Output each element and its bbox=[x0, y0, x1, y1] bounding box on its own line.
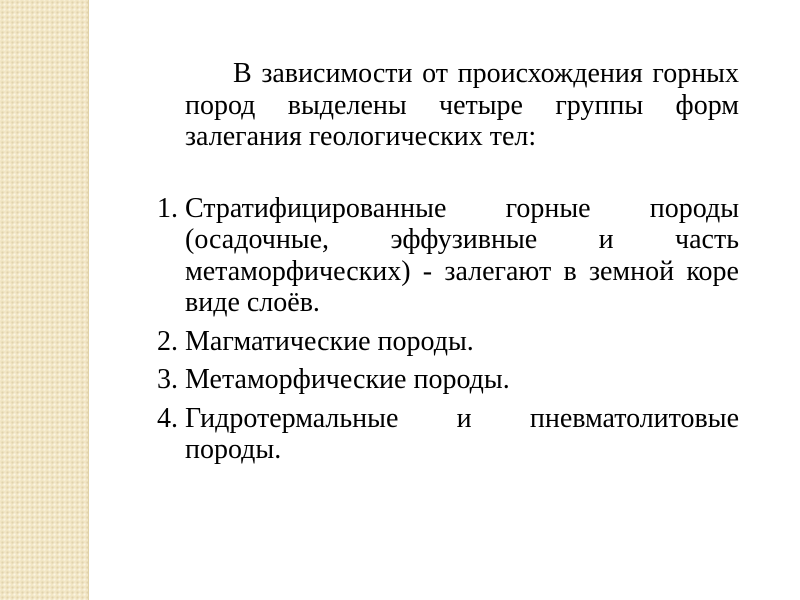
slide-content bbox=[157, 58, 739, 473]
list-item bbox=[157, 403, 739, 466]
list-item bbox=[157, 364, 739, 396]
decorative-side-band bbox=[0, 0, 89, 600]
rock-groups-list bbox=[157, 193, 739, 466]
list-item-text: Метаморфические породы. bbox=[185, 364, 510, 395]
intro-paragraph: В зависимости от происхождения горных пород выделены четыре группы форм залегания геологических тел: bbox=[185, 58, 739, 152]
list-item-text: Магматические породы. bbox=[185, 325, 474, 357]
list-item bbox=[157, 326, 739, 358]
list-item-text: Гидротермальные и пневматолитовые породы. bbox=[185, 402, 739, 465]
list-item-number: 4. bbox=[157, 402, 178, 434]
list-item-number: 1. bbox=[157, 192, 178, 224]
list-item-text: Стратифицированные горные породы (осадочные, эффузивные и часть метаморфических) - залегают в земной коре виде слоёв. bbox=[185, 192, 739, 318]
list-item-number: 2. bbox=[157, 325, 178, 357]
list-item bbox=[157, 193, 739, 319]
list-item-number: 3. bbox=[157, 364, 178, 395]
